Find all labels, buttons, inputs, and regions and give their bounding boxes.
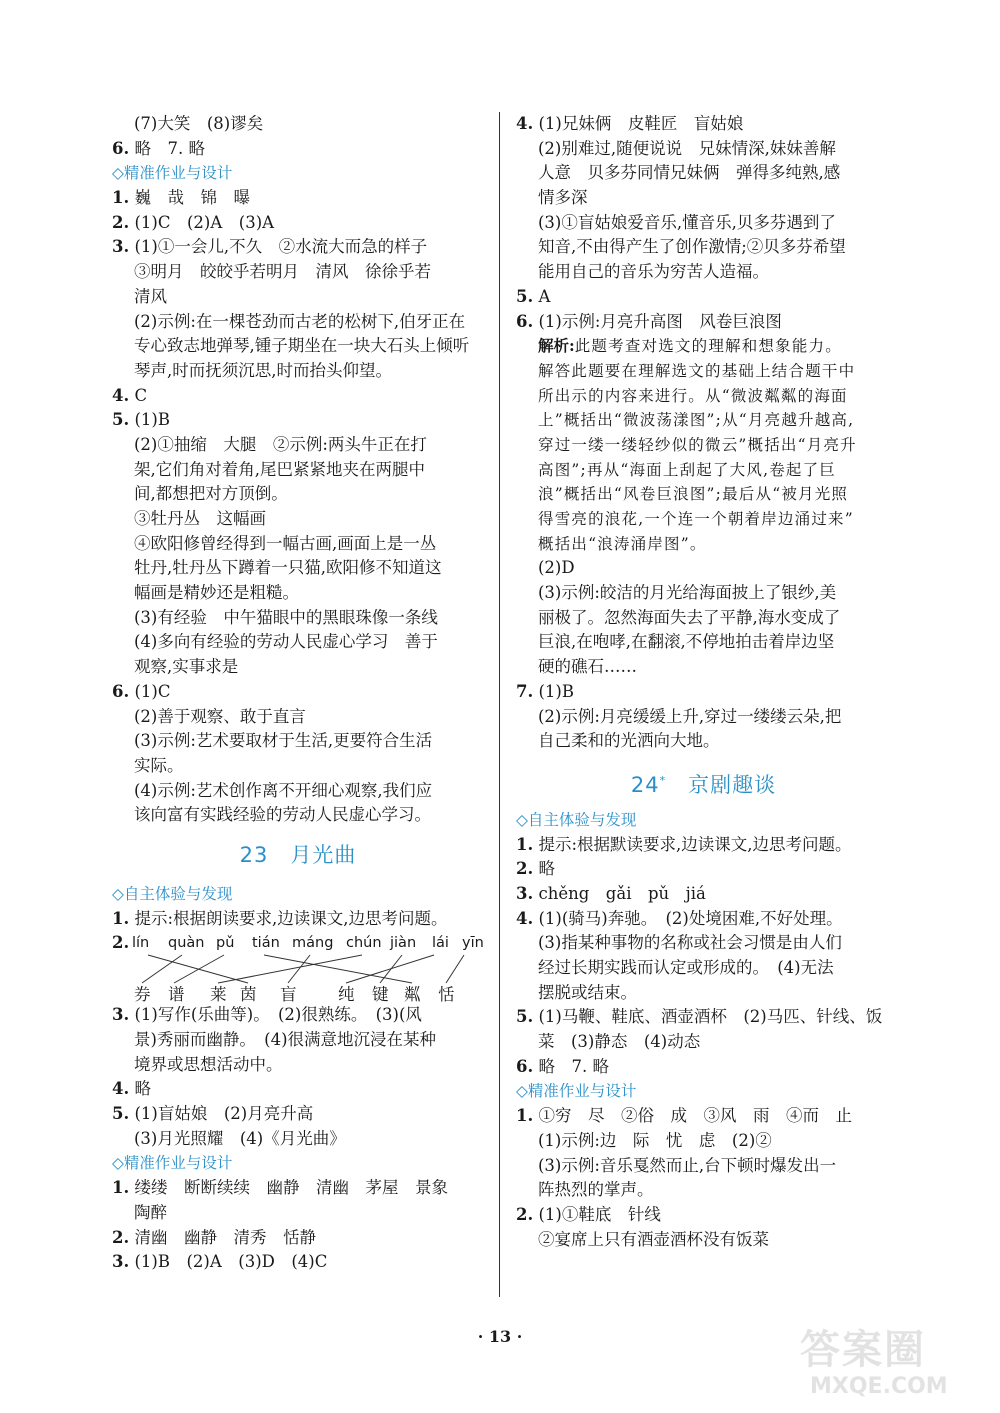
question-number: 5. (112, 1104, 130, 1124)
answer-line: 2. (1)①鞋底 针线 (516, 1204, 661, 1224)
question-number: 6. (516, 1056, 534, 1076)
answer-line: 架,它们角对着角,尾巴紧紧地夹在两腿中 (134, 459, 425, 479)
analysis-line: 概括出“浪涛涌岸图”。 (538, 534, 707, 553)
character-item: 茵 (240, 985, 257, 1005)
answer-line: ④欧阳修曾经得到一幅古画,画面上是一丛 (134, 533, 437, 553)
section-heading: ◇精准作业与设计 (112, 164, 233, 183)
pinyin-matching-exercise (112, 931, 484, 1003)
lesson-title: 23 月光曲 (239, 842, 357, 867)
watermark-url: MXQE.COM (810, 1374, 948, 1399)
answer-line: 6. (1)示例:月亮升高图 风卷巨浪图 (516, 311, 782, 331)
analysis-line: 所出示的内容来进行。从“微波粼粼的海面 (538, 386, 848, 405)
answer-line: 情多深 (538, 188, 588, 208)
answer-line: 5. (1)B (112, 410, 170, 430)
answer-line: 琴声,时而抚须沉思,时而抬头仰望。 (134, 360, 392, 380)
character-item: 券 (134, 985, 151, 1005)
answer-line: 能用自己的音乐为穷苦人造福。 (538, 262, 769, 282)
pinyin-item: jiàn (390, 935, 417, 952)
analysis-line: 得雪亮的浪花,一个连一个朝着岸边涌过来” (538, 510, 854, 528)
question-number: 2. (112, 933, 130, 953)
answer-line: 2. 略 (516, 859, 555, 879)
character-item: 莱 (210, 985, 227, 1005)
answer-line: ②宴席上只有酒壶酒杯没有饭菜 (538, 1229, 769, 1249)
pinyin-item: yīn (462, 935, 484, 952)
analysis-line: 解答此题要在理解选文的基础上结合题干中 (538, 361, 856, 380)
question-number: 5. (516, 1007, 534, 1027)
question-number: 1. (516, 1106, 534, 1126)
answer-line: 清风 (134, 286, 167, 306)
answer-line: (2)①抽缩 大腿 ②示例:两头牛正在打 (134, 434, 427, 454)
analysis-line: 浪”概括出“风卷巨浪图”;最后从“被月光照 (538, 485, 849, 504)
question-number: 1. (112, 188, 130, 208)
character-item: 纯 (338, 985, 355, 1005)
answer-line: 阵热烈的掌声。 (538, 1180, 654, 1200)
left-column (112, 112, 484, 1275)
answer-line: (7)大笑 (8)谬矣 (134, 114, 264, 133)
question-number: 5. (112, 410, 130, 430)
question-number: 2. (516, 1204, 534, 1224)
answer-line: 3. (1)B (2)A (3)D (4)C (112, 1252, 328, 1272)
answer-line: 间,都想把对方顶倒。 (134, 484, 288, 504)
answer-line: (4)多向有经验的劳动人民虚心学习 善于 (134, 632, 438, 652)
question-number: 2. (112, 1227, 130, 1247)
answer-line: 实际。 (134, 755, 184, 775)
question-number: 2. (516, 859, 534, 879)
question-number: 6. (112, 138, 130, 158)
answer-line: 人意 贝多芬同情兄妹俩 弹得多纯熟,感 (538, 163, 841, 183)
pinyin-item: lín (132, 935, 150, 952)
analysis-line: 高图”;再从“海面上刮起了大风,卷起了巨 (538, 460, 836, 479)
answer-line: 经过长期实践而认定或形成的。 (4)无法 (538, 958, 834, 977)
answer-line: (2)别难过,随便说说 兄妹情深,妹妹善解 (538, 138, 836, 158)
answer-line: (2)善于观察、敢于直言 (134, 706, 306, 726)
match-line (446, 955, 464, 983)
question-number: 4. (516, 114, 534, 133)
answer-line: (1)示例:边 际 忧 虑 (2)② (538, 1130, 772, 1150)
answer-line: 7. (1)B (516, 681, 574, 701)
answer-line: (3)示例:艺术要取材于生活,更要符合生活 (134, 731, 433, 751)
analysis-line (516, 334, 891, 359)
answer-line: (3)①盲姑娘爱音乐,懂音乐,贝多芬遇到了 (538, 212, 836, 232)
answer-line: 摆脱或结束。 (538, 982, 637, 1002)
question-number: 3. (516, 883, 534, 903)
answer-line: 2. 清幽 幽静 清秀 恬静 (112, 1227, 316, 1247)
answer-line: (2)D (538, 558, 575, 578)
analysis-label: 解析: (538, 336, 575, 356)
answer-line: 5. A (516, 286, 551, 306)
question-number: 2. (112, 212, 130, 232)
answer-line: 自己柔和的光洒向大地。 (538, 731, 720, 751)
question-number: 3. (112, 1005, 130, 1025)
question-number: 1. (516, 834, 534, 854)
answer-line: (3)有经验 中午猫眼中的黑眼珠像一条线 (134, 607, 438, 627)
answer-line: 4. 略 (112, 1079, 151, 1099)
answer-line: 3. chěng gǎi pǔ jiá (516, 883, 706, 903)
answer-line: 知音,不由得产生了创作激情;②贝多芬希望 (538, 237, 846, 257)
match-line (174, 955, 224, 983)
page-number: · 13 · (477, 1327, 523, 1346)
character-row (112, 981, 484, 1005)
watermark-logo-text: 答案圈 (800, 1327, 926, 1373)
answer-line: 幅画是精妙还是粗糙。 (134, 583, 299, 603)
question-number: 3. (112, 237, 130, 257)
answer-line: (2)示例:在一棵苍劲而古老的松树下,伯牙正在 (134, 311, 466, 331)
lesson-number: 24 (630, 772, 660, 797)
answer-line: ③牡丹丛 这幅画 (134, 509, 266, 528)
answer-line: 1. 提示:根据默读要求,边读课文,边思考问题。 (516, 834, 852, 854)
answer-line: 6. (1)C (112, 681, 171, 701)
lesson-name: 京剧趣谈 (688, 772, 777, 797)
answer-line: 5. (1)马鞭、鞋底、酒壶酒杯 (2)马匹、针线、饭 (516, 1007, 883, 1027)
lesson-title (516, 754, 891, 808)
answer-line: 4. (1)(骑马)奔驰。 (2)处境困难,不好处理。 (516, 908, 843, 928)
answer-line: 景)秀丽而幽静。 (4)很满意地沉浸在某种 (134, 1030, 437, 1049)
answer-line: 3. (1)写作(乐曲等)。 (2)很熟练。 (3)(风 (112, 1005, 422, 1025)
watermark-logo (800, 1318, 990, 1404)
analysis-line: 穿过一缕一缕轻纱似的微云”概括出“月亮升 (538, 435, 857, 454)
question-number: 6. (516, 311, 534, 331)
answer-line: 观察,实事求是 (134, 657, 239, 677)
section-heading: ◇精准作业与设计 (516, 1082, 637, 1101)
answer-line: 硬的礁石…… (538, 657, 637, 677)
pinyin-item: quàn (168, 935, 205, 952)
answer-line: 该向富有实践经验的劳动人民虚心学习。 (134, 805, 431, 825)
analysis-text: 此题考查对选文的理解和想象能力。 (574, 337, 842, 356)
question-number: 1. (112, 908, 130, 928)
character-item: 盲 (280, 985, 297, 1005)
pinyin-item: lái (432, 935, 449, 952)
answer-line: 1. 缕缕 断断续续 幽静 清幽 茅屋 景象 (112, 1178, 448, 1198)
pinyin-item: tián (252, 935, 280, 952)
answer-line: 境界或思想活动中。 (134, 1054, 283, 1074)
character-item: 键 (372, 985, 389, 1005)
character-item: 恬 (438, 985, 455, 1005)
analysis-line: 上”概括出“微波荡漾图”;从“月亮越升越高, (538, 411, 855, 430)
answer-line: (3)示例:音乐戛然而止,台下顿时爆发出一 (538, 1155, 837, 1175)
answer-line: 巨浪,在咆哮,在翻滚,不停地拍击着岸边坚 (538, 632, 835, 652)
answer-line: 6. 略 7. 略 (112, 138, 205, 158)
pinyin-item: máng (292, 935, 334, 952)
answer-line: (4)示例:艺术创作离不开细心观察,我们应 (134, 780, 433, 800)
answer-line: 1. 提示:根据朗读要求,边读课文,边思考问题。 (112, 908, 448, 928)
column-divider (499, 112, 500, 1297)
answer-line: (3)指某种事物的名称或社会习惯是由人们 (538, 933, 842, 953)
answer-line: 1. 巍 哉 锦 曝 (112, 188, 250, 208)
answer-line: (3)月光照耀 (4)《月光曲》 (134, 1128, 346, 1148)
answer-line: (3)示例:皎洁的月光给海面披上了银纱,美 (538, 583, 837, 603)
character-item: 粼 (404, 985, 421, 1005)
character-item: 谱 (168, 985, 185, 1005)
question-number: 5. (516, 286, 534, 306)
question-number: 4. (112, 385, 130, 405)
pinyin-item: chún (346, 935, 382, 952)
section-heading: ◇自主体验与发现 (516, 810, 637, 829)
answer-line: 4. C (112, 385, 148, 405)
section-heading: ◇精准作业与设计 (112, 1154, 233, 1173)
answer-line: 6. 略 7. 略 (516, 1056, 609, 1076)
answer-line: 3. (1)①一会儿,不久 ②水流大而急的样子 (112, 237, 428, 257)
answer-line: ③明月 皎皎乎若明月 清风 徐徐乎若 (134, 262, 431, 282)
answer-line: 陶醉 (134, 1202, 167, 1222)
question-number: 7. (516, 681, 534, 701)
question-number: 4. (112, 1079, 130, 1099)
answer-line: 1. ①穷 尽 ②俗 成 ③风 雨 ④而 止 (516, 1106, 852, 1126)
answer-line: 丽极了。忽然海面失去了平静,海水变成了 (538, 607, 841, 627)
pinyin-item: pǔ (216, 935, 235, 952)
question-number: 3. (112, 1252, 130, 1272)
section-heading: ◇自主体验与发现 (112, 884, 233, 903)
answer-line: 5. (1)盲姑娘 (2)月亮升高 (112, 1104, 314, 1124)
answer-line: 菜 (3)静态 (4)动态 (538, 1032, 701, 1052)
question-number: 6. (112, 681, 130, 701)
answer-line: 2. (1)C (2)A (3)A (112, 212, 275, 232)
right-column (516, 112, 891, 1252)
question-number: 4. (516, 908, 534, 928)
answer-line: 专心致志地弹琴,锺子期坐在一块大石头上倾听 (134, 336, 470, 356)
answer-line: 牡丹,牡丹丛下蹲着一只猫,欧阳修不知道这 (134, 558, 442, 578)
answer-line: 4. (1)兄妹俩 皮鞋匠 盲姑娘 (516, 114, 744, 133)
question-number: 1. (112, 1178, 130, 1198)
answer-line: (2)示例:月亮缓缓上升,穿过一缕缕云朵,把 (538, 706, 842, 726)
optional-mark: * (659, 773, 667, 787)
